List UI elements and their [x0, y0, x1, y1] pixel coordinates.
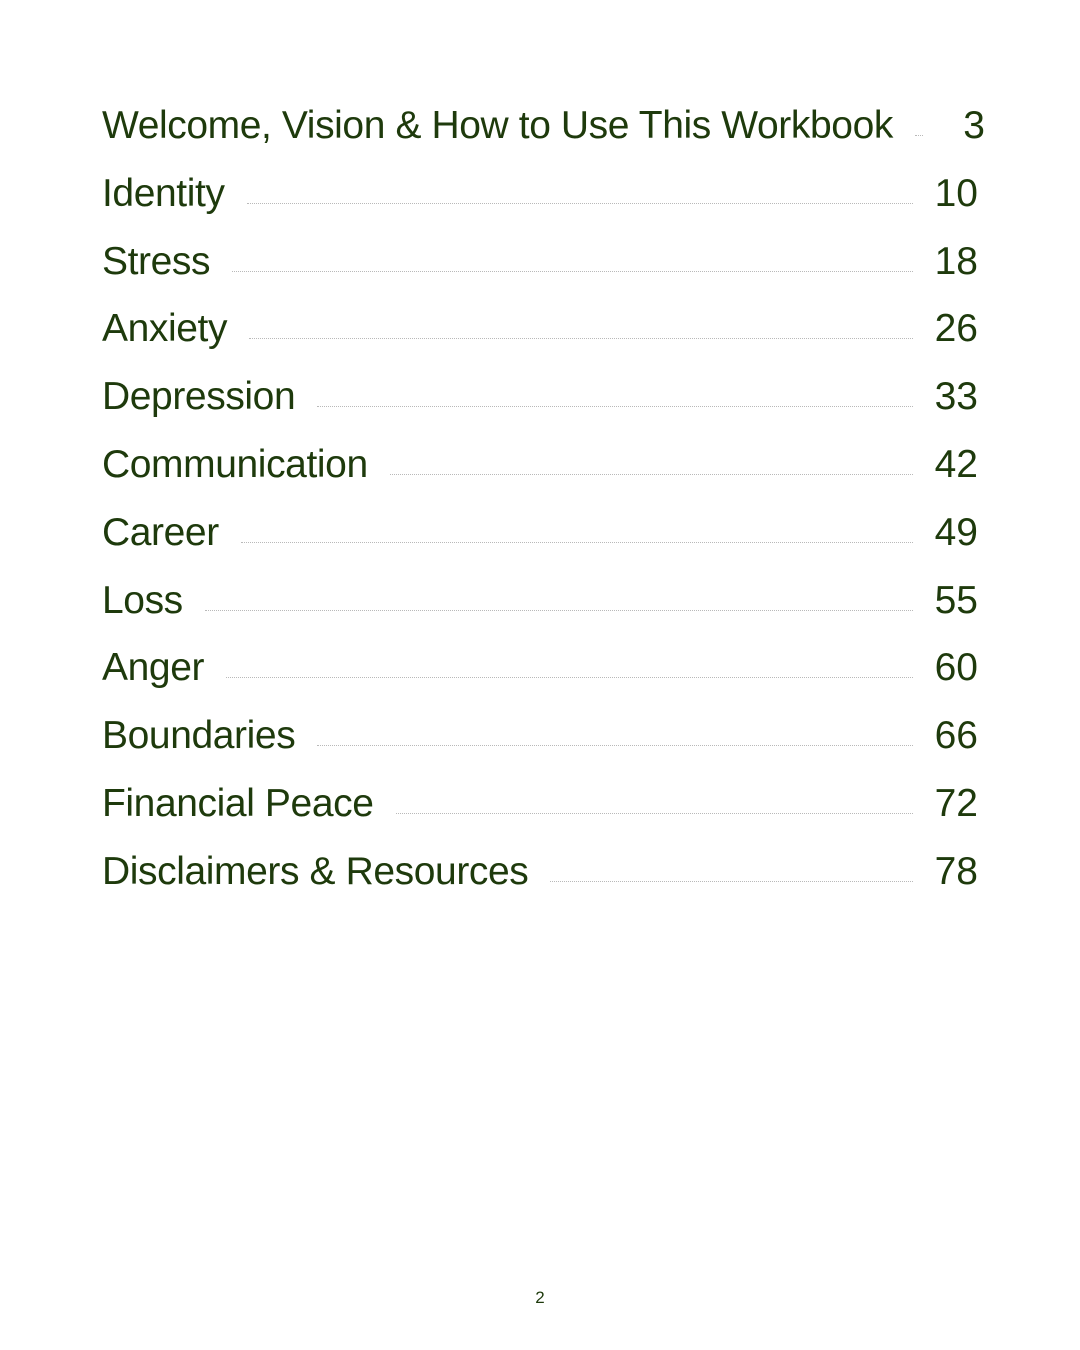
- toc-entry-page: 42: [934, 442, 978, 486]
- dot-leader: [241, 542, 913, 543]
- toc-entry-title: Anger: [102, 646, 205, 690]
- toc-entry-title: Depression: [102, 375, 296, 419]
- dot-leader: [550, 881, 912, 882]
- toc-entry-page: 60: [934, 646, 978, 690]
- toc-entry-title: Communication: [102, 442, 368, 486]
- toc-entry-page: 18: [934, 239, 978, 283]
- dot-leader: [247, 203, 913, 204]
- dot-leader: [249, 338, 913, 339]
- dot-leader: [205, 610, 913, 611]
- dot-leader: [232, 271, 912, 272]
- toc-entry-title: Disclaimers & Resources: [102, 849, 529, 893]
- dot-leader: [390, 474, 913, 475]
- toc-entry-title: Loss: [102, 578, 183, 622]
- toc-entry-title: Identity: [102, 171, 225, 215]
- toc-entry-financial-peace[interactable]: [102, 770, 978, 838]
- toc-entry-disclaimers[interactable]: [102, 838, 978, 906]
- dot-leader: [396, 813, 913, 814]
- toc-entry-page: 78: [934, 849, 978, 893]
- toc-entry-page: 33: [934, 375, 978, 419]
- toc-entry-title: Career: [102, 510, 219, 554]
- toc-entry-communication[interactable]: [102, 431, 978, 499]
- toc-entry-title: Stress: [102, 239, 211, 283]
- toc-entry-page: 72: [934, 781, 978, 825]
- toc-entry-title: Welcome, Vision & How to Use This Workbook: [102, 104, 893, 147]
- toc-entry-title: Boundaries: [102, 714, 296, 758]
- toc-entry-anger[interactable]: [102, 634, 978, 702]
- dot-leader: [226, 677, 913, 678]
- page-number: 2: [535, 1288, 545, 1307]
- toc-entry-career[interactable]: [102, 499, 978, 567]
- toc-entry-identity[interactable]: [102, 160, 978, 228]
- toc-entry-title: Financial Peace: [102, 781, 374, 825]
- toc-entry-page: 55: [934, 578, 978, 622]
- toc-entry-page: 10: [934, 171, 978, 215]
- toc-entry-title: Anxiety: [102, 307, 228, 351]
- toc-entry-loss[interactable]: [102, 567, 978, 635]
- toc-entry-page: 26: [934, 307, 978, 351]
- toc-entry-boundaries[interactable]: [102, 702, 978, 770]
- toc-entry-stress[interactable]: [102, 228, 978, 296]
- toc-entry-depression[interactable]: [102, 363, 978, 431]
- toc-entry-page: 3: [963, 104, 985, 147]
- toc-entry-welcome[interactable]: [102, 92, 985, 160]
- dot-leader: [317, 406, 912, 407]
- toc-entry-page: 66: [934, 714, 978, 758]
- toc-entry-anxiety[interactable]: [102, 295, 978, 363]
- dot-leader: [915, 135, 923, 136]
- table-of-contents: [102, 92, 985, 906]
- dot-leader: [317, 745, 912, 746]
- toc-entry-page: 49: [934, 510, 978, 554]
